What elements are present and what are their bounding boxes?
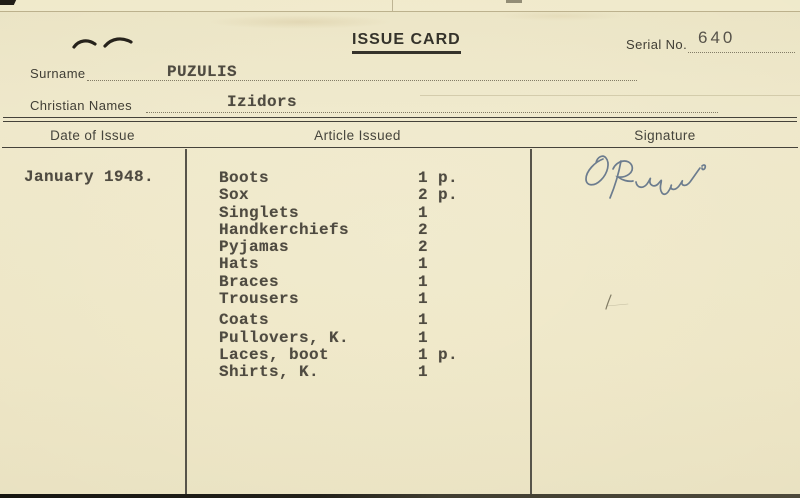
card-top-edge-line: [0, 11, 800, 12]
article-name: Braces: [219, 272, 280, 291]
card-bottom-edge: [0, 494, 800, 498]
article-row: [219, 256, 458, 273]
article-row: [219, 364, 458, 381]
card-title: ISSUE CARD: [352, 31, 461, 54]
signature-handwriting: [586, 156, 705, 198]
article-quantity: 2: [418, 238, 429, 257]
pen-check-marks: [74, 39, 131, 47]
serial-number-dotted-line: [688, 52, 795, 53]
article-quantity: 1: [418, 328, 429, 347]
table-header-rule: [2, 147, 798, 148]
christian-names-dotted-line: [146, 112, 718, 113]
table-top-double-rule: [3, 117, 797, 122]
article-quantity: 2: [418, 220, 429, 239]
article-row: [219, 170, 458, 187]
column-header-article-issued: Article Issued: [314, 128, 401, 143]
article-quantity: 1 p.: [418, 345, 459, 364]
scan-corner-mark: [0, 0, 16, 5]
article-quantity: 1: [418, 255, 429, 274]
article-name: Pullovers, K.: [219, 328, 350, 347]
column-header-date-of-issue: Date of Issue: [50, 128, 135, 143]
article-row: [219, 347, 458, 364]
surname-label: Surname: [30, 66, 86, 81]
article-name: Trousers: [219, 290, 300, 309]
scan-artifact-line: [392, 0, 393, 11]
article-quantity: 1: [418, 203, 429, 222]
article-row: [219, 330, 458, 347]
article-row: [219, 291, 458, 308]
paper-crease: [420, 95, 800, 96]
article-row: [219, 312, 458, 329]
article-row: [219, 205, 458, 222]
stray-pen-tick: [606, 295, 628, 309]
scan-top-notch: [506, 0, 522, 3]
article-quantity: 2 p.: [418, 186, 459, 205]
article-quantity: 1: [418, 363, 429, 382]
article-name: Pyjamas: [219, 238, 290, 257]
article-name: Singlets: [219, 203, 300, 222]
article-name: Hats: [219, 255, 260, 274]
serial-number-label: Serial No.: [626, 37, 688, 52]
article-quantity: 1: [418, 290, 429, 309]
article-name: Handkerchiefs: [219, 220, 350, 239]
christian-names-value: Izidors: [227, 93, 298, 111]
christian-names-label: Christian Names: [30, 98, 133, 113]
article-quantity: 1 p.: [418, 169, 459, 187]
article-name: Shirts, K.: [219, 363, 320, 382]
article-quantity: 1: [418, 272, 429, 291]
article-name: Laces, boot: [219, 345, 330, 364]
article-quantity: 1: [418, 311, 429, 330]
article-row: [219, 187, 458, 204]
date-of-issue-value: January 1948.: [24, 168, 155, 186]
column-divider-2: [530, 149, 532, 494]
column-header-signature: Signature: [634, 128, 696, 143]
article-name: Coats: [219, 311, 270, 330]
card-top-edge-strip: [0, 0, 800, 11]
article-name: Boots: [219, 169, 270, 187]
article-row: [219, 222, 458, 239]
surname-value: PUZULIS: [167, 63, 238, 81]
article-list: [219, 170, 458, 382]
serial-number-value: 640: [698, 28, 736, 47]
article-row: [219, 239, 458, 256]
article-row: [219, 274, 458, 291]
column-divider-1: [185, 149, 187, 494]
article-name: Sox: [219, 186, 250, 205]
